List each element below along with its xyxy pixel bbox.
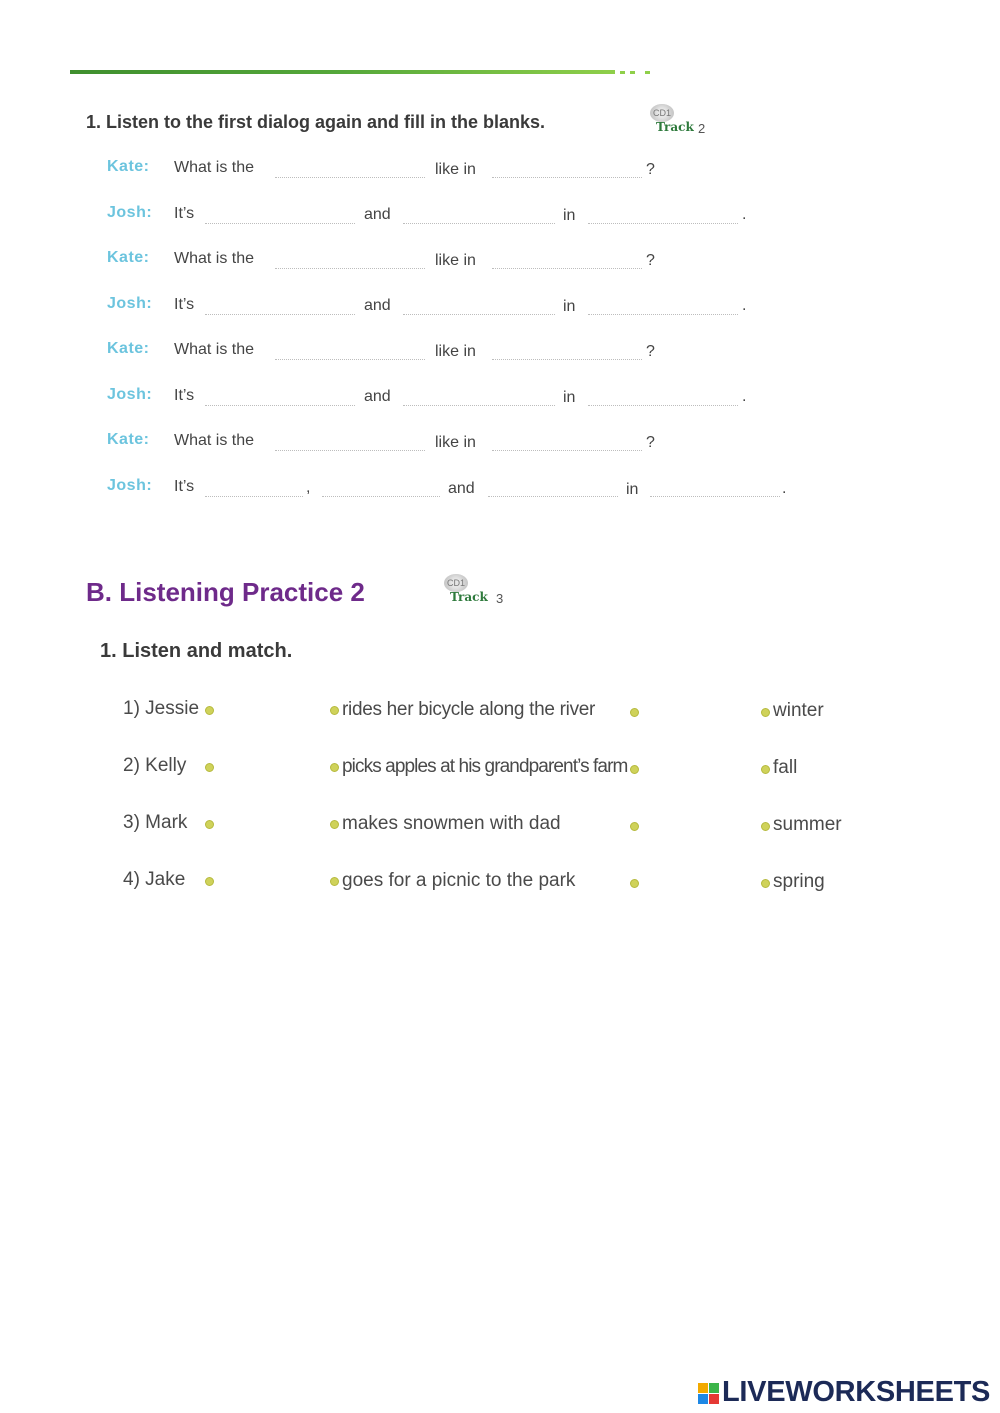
dialog-text: What is the xyxy=(174,432,255,449)
section-b-instruction: 1. Listen and match. xyxy=(100,640,293,662)
match-dot[interactable] xyxy=(205,706,214,715)
match-dot[interactable] xyxy=(761,765,770,774)
match-dot[interactable] xyxy=(330,877,339,886)
dialog-text: ? xyxy=(646,161,655,178)
blank-field[interactable] xyxy=(403,405,555,406)
dialog-text: like in xyxy=(435,434,476,451)
dialog-text: , xyxy=(306,479,311,496)
match-person: 3) Mark xyxy=(123,812,188,833)
dialog-text: It’s xyxy=(174,205,195,222)
dialog-text: like in xyxy=(435,252,476,269)
dialog-text: What is the xyxy=(174,159,255,176)
match-dot[interactable] xyxy=(330,706,339,715)
dialog-text: and xyxy=(364,388,391,405)
blank-field[interactable] xyxy=(650,496,780,497)
section-b-title: B. Listening Practice 2 xyxy=(86,577,365,607)
cd-disc-icon: CD1 xyxy=(650,104,674,122)
match-season: fall xyxy=(773,757,798,778)
dialog-text: It’s xyxy=(174,387,195,404)
speaker-josh: Josh: xyxy=(107,295,153,312)
rule-dot xyxy=(645,71,650,74)
track-number: 3 xyxy=(496,591,504,606)
dialog-text: in xyxy=(563,207,576,224)
header-rule xyxy=(70,70,615,74)
match-dot[interactable] xyxy=(205,820,214,829)
blank-field[interactable] xyxy=(322,496,440,497)
speaker-josh: Josh: xyxy=(107,477,153,494)
blank-field[interactable] xyxy=(588,223,738,224)
match-person: 2) Kelly xyxy=(123,755,187,776)
speaker-kate: Kate: xyxy=(107,431,150,448)
match-dot[interactable] xyxy=(630,708,639,717)
liveworksheets-logo-icon xyxy=(698,1383,720,1405)
blank-field[interactable] xyxy=(492,177,642,178)
blank-field[interactable] xyxy=(205,223,355,224)
cd-disc-icon: CD1 xyxy=(444,574,468,592)
blank-field[interactable] xyxy=(588,405,738,406)
rule-dot xyxy=(630,71,635,74)
blank-field[interactable] xyxy=(403,314,555,315)
match-dot[interactable] xyxy=(630,822,639,831)
cd-track-badge-2 xyxy=(442,574,502,610)
dialog-text: like in xyxy=(435,161,476,178)
match-dot[interactable] xyxy=(330,820,339,829)
dialog-text: in xyxy=(563,389,576,406)
dialog-text: ? xyxy=(646,343,655,360)
dialog-text: . xyxy=(742,206,747,223)
blank-field[interactable] xyxy=(205,405,355,406)
dialog-text: and xyxy=(364,297,391,314)
dialog-text: ? xyxy=(646,252,655,269)
blank-field[interactable] xyxy=(403,223,555,224)
track-label: Track xyxy=(450,590,488,604)
match-dot[interactable] xyxy=(630,879,639,888)
speaker-josh: Josh: xyxy=(107,204,153,221)
match-dot[interactable] xyxy=(330,763,339,772)
match-activity: picks apples at his grandparent’s farm xyxy=(342,756,628,777)
blank-field[interactable] xyxy=(492,450,642,451)
match-dot[interactable] xyxy=(630,765,639,774)
blank-field[interactable] xyxy=(488,496,618,497)
dialog-text: . xyxy=(742,297,747,314)
dialog-text: It’s xyxy=(174,296,195,313)
blank-field[interactable] xyxy=(492,359,642,360)
dialog-text: and xyxy=(364,206,391,223)
speaker-kate: Kate: xyxy=(107,340,150,357)
blank-field[interactable] xyxy=(205,496,303,497)
dialog-text: It’s xyxy=(174,478,195,495)
blank-field[interactable] xyxy=(275,450,425,451)
match-season: winter xyxy=(773,700,824,721)
dialog-text: What is the xyxy=(174,341,255,358)
dialog-text: . xyxy=(782,480,787,497)
match-dot[interactable] xyxy=(761,879,770,888)
liveworksheets-logo-text: LIVEWORKSHEETS xyxy=(722,1376,991,1408)
match-activity: goes for a picnic to the park xyxy=(342,870,576,891)
blank-field[interactable] xyxy=(275,359,425,360)
blank-field[interactable] xyxy=(492,268,642,269)
match-activity: makes snowmen with dad xyxy=(342,813,561,834)
speaker-kate: Kate: xyxy=(107,249,150,266)
speaker-josh: Josh: xyxy=(107,386,153,403)
track-number: 2 xyxy=(698,121,706,136)
dialog-text: like in xyxy=(435,343,476,360)
match-dot[interactable] xyxy=(761,708,770,717)
match-season: spring xyxy=(773,871,825,892)
dialog-text: . xyxy=(742,388,747,405)
blank-field[interactable] xyxy=(588,314,738,315)
match-activity: rides her bicycle along the river xyxy=(342,699,596,720)
blank-field[interactable] xyxy=(275,177,425,178)
exercise1-instruction: 1. Listen to the first dialog again and fill in the blanks. xyxy=(86,112,546,132)
match-person: 4) Jake xyxy=(123,869,186,890)
dialog-text: in xyxy=(563,298,576,315)
dialog-text: in xyxy=(626,481,639,498)
match-person: 1) Jessie xyxy=(123,698,200,719)
track-label: Track xyxy=(656,120,694,134)
cd-track-badge-1 xyxy=(648,104,708,140)
blank-field[interactable] xyxy=(205,314,355,315)
dialog-text: ? xyxy=(646,434,655,451)
rule-dot xyxy=(620,71,625,74)
dialog-text: What is the xyxy=(174,250,255,267)
blank-field[interactable] xyxy=(275,268,425,269)
match-dot[interactable] xyxy=(761,822,770,831)
match-dot[interactable] xyxy=(205,763,214,772)
speaker-kate: Kate: xyxy=(107,158,150,175)
match-dot[interactable] xyxy=(205,877,214,886)
match-season: summer xyxy=(773,814,842,835)
dialog-text: and xyxy=(448,480,475,497)
